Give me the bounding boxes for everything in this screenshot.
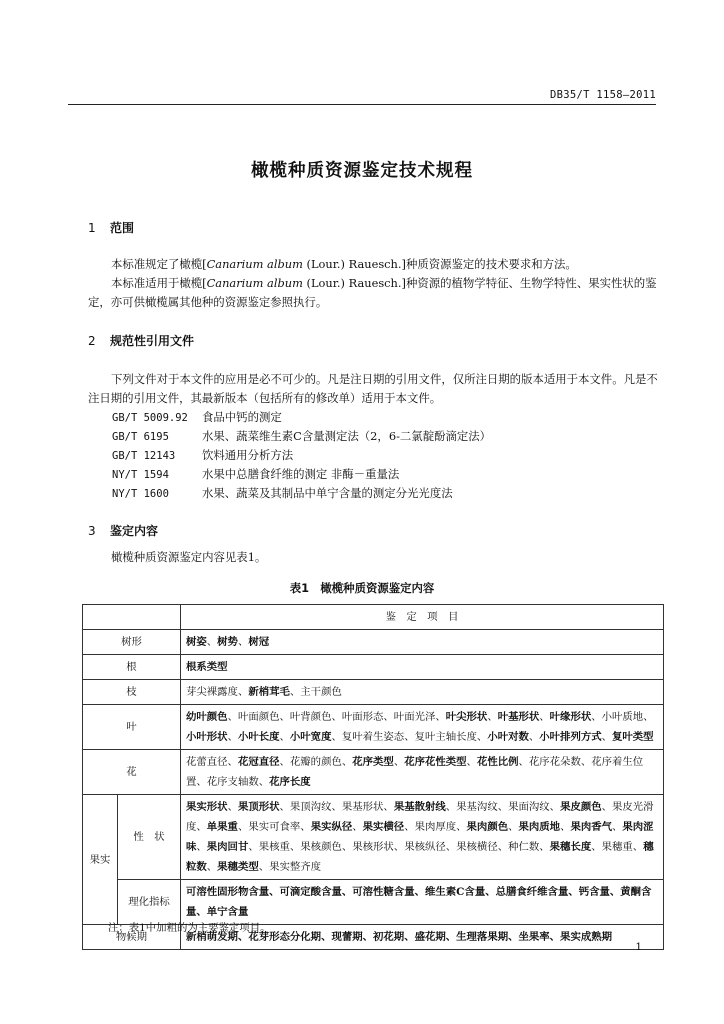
item-text: 、花瓣的颜色、 [279,756,353,768]
key-item: 叶尖形状 [445,711,488,723]
refs-intro: 下列文件对于本文件的应用是必不可少的。凡是注日期的引用文件，仅所注日期的版本适用于本文件。凡是不注日期的引用文件，其最新版本（包括所有的修改单）适用于本文件。 [88,372,658,405]
section-number: 3 [88,524,96,538]
ref-name: 水果、蔬菜维生素C含量测定法（2，6-二氯靛酚滴定法） [202,429,492,443]
table-row [83,750,664,795]
item-text: 、 [528,731,540,743]
key-item: 树势 [217,636,238,648]
text: (Lour.) Rauesch.]种资源的植物学特征、生物学特性、果实性状的鉴定，亦可供橄榄属其他种的资源鉴定参照执行。 [88,276,657,309]
table-row [83,795,664,880]
latin-name: Canarium album [206,276,303,290]
item-text: 、果核重、果核颜色、果核形状、果核纵径、果核横径、种仁数、 [248,841,550,853]
row-label: 花 [83,750,181,795]
item-text: 、 [466,756,477,768]
ref-code: GB/T 6195 [112,431,169,443]
item-text: 、 [196,841,207,853]
key-item: 复叶类型 [612,731,654,743]
item-text: 、 [560,821,571,833]
item-text: 、 [206,861,218,873]
table-header-cell: 鉴 定 项 目 [181,605,664,630]
item-text: 、 [237,636,249,648]
key-item: 果皮颜色 [560,801,602,813]
ref-code: GB/T 12143 [112,450,176,462]
ref-name: 饮料通用分析方法 [202,448,294,462]
item-text: 、小叶质地、 [591,711,654,723]
key-item: 幼叶颜色 [186,711,228,723]
row-items [181,680,664,705]
item-text: 、 [612,821,623,833]
table-row [83,655,664,680]
key-item: 果肉颜色 [466,821,509,833]
table-corner-cell [83,605,181,630]
ref-code: GB/T 5009.92 [112,412,188,424]
item-text: 、 [279,731,290,743]
ref-item [112,427,491,447]
key-item: 新梢萌发期、花芽形态分化期、现蕾期、初花期、盛花期、生理落果期、坐果率、果实成熟期 [186,931,613,943]
table-note: 注：表1中加粗的为主要鉴定项目。 [108,922,271,934]
key-item: 叶缘形状 [549,711,592,723]
row-label: 性 状 [118,795,181,880]
key-item: 果基散射线 [393,801,446,813]
row-items [181,795,664,880]
key-item: 可溶性固形物含量、可滴定酸含量、可溶性糖含量、维生素C含量、总膳食纤维含量、钙含量、黄酮含量、单宁含量 [186,886,652,918]
key-item: 果顶形状 [237,801,280,813]
scope-paragraph-2 [88,274,658,312]
item-text: 、果基沟纹、果面沟纹、 [445,801,561,813]
document-title: 橄榄种质资源鉴定技术规程 [251,161,473,181]
key-item: 果肉香气 [570,821,613,833]
key-item: 单果重 [206,821,238,833]
section-title: 规范性引用文件 [110,334,195,348]
table-caption: 表1 橄榄种质资源鉴定内容 [289,581,435,595]
header-rule [68,104,656,105]
key-item: 花冠直径 [237,756,280,768]
ref-item [112,446,293,466]
identification-table [82,604,664,950]
row-group-label: 果实 [83,795,118,925]
ref-name: 食品中钙的测定 [202,410,282,424]
key-item: 小叶形状 [186,731,228,743]
key-item: 树姿 [186,636,207,648]
ref-code: NY/T 1594 [112,469,169,481]
item-text: 、 [539,711,550,723]
item-text: 、 [227,801,238,813]
section-number: 2 [88,334,96,348]
key-item: 花序花性类型 [404,756,467,768]
key-item: 果实纵径 [310,821,353,833]
section-number: 1 [88,221,96,235]
item-text: 、 [508,821,519,833]
key-item: 果穗长度 [549,841,592,853]
content-intro: 橄榄种质资源鉴定内容见表1。 [111,550,267,564]
key-item: 果实横径 [362,821,405,833]
row-items [181,880,664,925]
ref-item [112,408,282,428]
item-text: 芽尖裸露度、 [186,686,249,698]
standard-code: DB35/T 1158—2011 [550,89,656,101]
key-item: 树冠 [248,636,270,648]
item-text: 、果穗重、 [591,841,644,853]
key-item: 果肉质地 [518,821,561,833]
key-item: 果肉回甘 [206,841,249,853]
ref-code: NY/T 1600 [112,488,169,500]
item-text: 、果皮光滑度、 [186,801,654,833]
key-item: 花性比例 [476,756,519,768]
text: 本标准规定了橄榄[ [111,257,207,271]
key-item: 果肉涩味 [186,821,654,853]
table-row [83,630,664,655]
ref-item [112,484,453,504]
row-items [181,630,664,655]
row-items [181,705,664,750]
text: 本标准适用于橄榄[ [111,276,207,290]
ref-name: 水果、蔬菜及其制品中单宁含量的测定分光光度法 [202,486,453,500]
item-text: 、 [206,636,218,648]
key-item: 果穗类型 [217,861,259,873]
key-item: 花序长度 [269,776,311,788]
row-label: 物候期 [83,925,181,950]
key-item: 穗粒数 [186,841,654,873]
row-items [181,750,664,795]
key-item: 叶基形状 [497,711,540,723]
ref-item [112,465,399,485]
row-label: 叶 [83,705,181,750]
item-text: 、 [227,731,238,743]
item-text: 、果肉厚度、 [404,821,467,833]
latin-name: Canarium album [206,257,303,271]
ref-name: 水果中总膳食纤维的测定 非酶－重量法 [202,467,400,481]
row-label: 理化指标 [118,880,181,925]
item-text: 、果实可食率、 [237,821,311,833]
row-items [181,655,664,680]
key-item: 小叶宽度 [289,731,332,743]
section-title: 范围 [110,221,135,235]
section-3-heading [88,522,158,539]
item-text: 、果实整齐度 [258,861,322,873]
key-item: 新梢茸毛 [248,686,290,698]
item-text: 、 [393,756,405,768]
item-text: 、果顶沟纹、果基形状、 [279,801,394,813]
key-item: 果实形状 [186,801,228,813]
table-header-row [83,605,664,630]
scope-paragraph-1 [88,255,658,274]
page-number: 1 [635,941,642,953]
key-item: 花序类型 [352,756,394,768]
item-text: 、 [487,711,498,723]
item-text: 、复叶着生姿态、复叶主轴长度、 [331,731,488,743]
text: (Lour.) Rauesch.]种质资源鉴定的技术要求和方法。 [302,257,577,271]
section-2-heading [88,332,194,349]
table-row [83,680,664,705]
row-label: 枝 [83,680,181,705]
key-item: 小叶排列方式 [539,731,602,743]
item-text: 、 [601,731,613,743]
item-text: 、主干颜色 [289,686,342,698]
row-label: 树形 [83,630,181,655]
section-1-heading [88,219,134,236]
key-item: 小叶对数 [487,731,529,743]
item-text: 、叶面颜色、叶背颜色、叶面形态、叶面光泽、 [227,711,446,723]
item-text: 、 [352,821,363,833]
table-row [83,705,664,750]
key-item: 根系类型 [186,661,228,673]
item-text: 花蕾直径、 [186,756,238,768]
table-row [83,880,664,925]
section-title: 鉴定内容 [110,524,159,538]
key-item: 小叶长度 [237,731,280,743]
row-label: 根 [83,655,181,680]
item-text: 、花序花朵数、花序着生位置、花序支轴数、 [186,756,644,788]
